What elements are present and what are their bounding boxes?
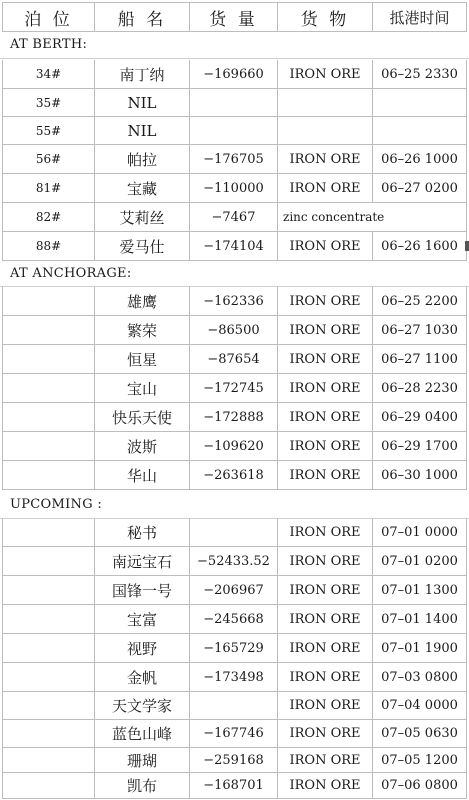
cell-ship: 恒星 xyxy=(95,345,190,374)
cell-eta: 07–04 0000 xyxy=(373,692,467,720)
cell-qty: −162336 xyxy=(190,287,278,316)
cell-qty: −206967 xyxy=(190,576,278,605)
cell-eta: 06–27 0200 xyxy=(373,174,467,203)
cell-eta: 06–29 1700 xyxy=(373,432,467,461)
cell-cargo: IRON ORE xyxy=(278,692,373,720)
cell-qty: −86500 xyxy=(190,316,278,345)
cell-berth xyxy=(2,748,95,773)
cell-ship: 繁荣 xyxy=(95,316,190,345)
table-row xyxy=(0,145,469,174)
cell-ship: 帕拉 xyxy=(95,145,190,174)
header-qty: 货 量 xyxy=(190,2,278,32)
cell-berth: 56# xyxy=(2,145,95,174)
cell-berth: 82# xyxy=(2,203,95,232)
cell-cargo: IRON ORE xyxy=(278,605,373,634)
cell-cargo: IRON ORE xyxy=(278,432,373,461)
header-eta: 抵港时间 xyxy=(373,2,467,32)
cell-berth xyxy=(2,374,95,403)
cell-berth xyxy=(2,663,95,692)
cell-ship: 珊瑚 xyxy=(95,748,190,773)
cell-ship: 爱马仕 xyxy=(95,232,190,261)
header-berth: 泊 位 xyxy=(2,2,95,32)
cell-ship: NIL xyxy=(95,89,190,117)
cell-ship: 雄鹰 xyxy=(95,287,190,316)
table-row xyxy=(0,117,469,145)
table-row xyxy=(0,748,469,773)
cell-ship: 凯布 xyxy=(95,773,190,799)
cell-ship: 宝山 xyxy=(95,374,190,403)
section-at-anchorage: AT ANCHORAGE: xyxy=(10,266,132,281)
cell-ship: 南丁纳 xyxy=(95,60,190,89)
cell-qty: −87654 xyxy=(190,345,278,374)
cell-cargo: IRON ORE xyxy=(278,461,373,490)
cell-berth: 34# xyxy=(2,60,95,89)
cell-qty xyxy=(190,117,278,145)
table-row xyxy=(0,174,469,203)
cell-ship: 视野 xyxy=(95,634,190,663)
section-upcoming: UPCOMING : xyxy=(10,497,103,512)
cell-ship: 南远宝石 xyxy=(95,547,190,576)
cell-cargo: IRON ORE xyxy=(278,287,373,316)
cell-qty: −245668 xyxy=(190,605,278,634)
cell-eta: 06–25 2200 xyxy=(373,287,467,316)
cell-qty: −172888 xyxy=(190,403,278,432)
cell-qty: −263618 xyxy=(190,461,278,490)
table-row xyxy=(0,403,469,432)
table-row xyxy=(0,605,469,634)
table-header xyxy=(0,2,469,32)
cell-eta: 06–28 2230 xyxy=(373,374,467,403)
table-row xyxy=(0,287,469,316)
cell-berth xyxy=(2,576,95,605)
table-row xyxy=(0,345,469,374)
cell-ship: 秘书 xyxy=(95,519,190,547)
table-row xyxy=(0,576,469,605)
cell-eta: 07–05 0630 xyxy=(373,720,467,748)
table-row xyxy=(0,547,469,576)
table-row xyxy=(0,232,469,261)
cell-berth xyxy=(2,403,95,432)
cell-cargo: IRON ORE xyxy=(278,547,373,576)
cell-berth xyxy=(2,287,95,316)
cell-ship: 蓝色山峰 xyxy=(95,720,190,748)
cell-ship: 天文学家 xyxy=(95,692,190,720)
cell-eta: 07–05 1200 xyxy=(373,748,467,773)
cell-eta xyxy=(373,203,467,232)
cell-qty: −167746 xyxy=(190,720,278,748)
cell-qty xyxy=(190,692,278,720)
cell-eta: 07–01 0000 xyxy=(373,519,467,547)
cell-eta: 06–30 1000 xyxy=(373,461,467,490)
cell-cargo: IRON ORE xyxy=(278,145,373,174)
cell-berth xyxy=(2,605,95,634)
table-row xyxy=(0,432,469,461)
cell-ship: 艾莉丝 xyxy=(95,203,190,232)
cell-berth xyxy=(2,773,95,799)
cell-berth xyxy=(2,720,95,748)
section-divider xyxy=(0,58,469,59)
table-row xyxy=(0,720,469,748)
cell-qty: −176705 xyxy=(190,145,278,174)
cell-cargo: IRON ORE xyxy=(278,748,373,773)
cell-berth xyxy=(2,692,95,720)
cell-berth: 55# xyxy=(2,117,95,145)
cell-qty: −109620 xyxy=(190,432,278,461)
cell-eta xyxy=(373,117,467,145)
cell-cargo: IRON ORE xyxy=(278,316,373,345)
cell-berth: 35# xyxy=(2,89,95,117)
cell-ship: 国锋一号 xyxy=(95,576,190,605)
cell-eta: 07–03 0800 xyxy=(373,663,467,692)
cell-qty: −259168 xyxy=(190,748,278,773)
table-row xyxy=(0,60,469,89)
cell-eta: 07–01 1900 xyxy=(373,634,467,663)
table-row xyxy=(0,692,469,720)
cell-eta: 07–06 0800 xyxy=(373,773,467,799)
cell-berth xyxy=(2,345,95,374)
cell-eta: 06–27 1030 xyxy=(373,316,467,345)
cell-ship: 宝藏 xyxy=(95,174,190,203)
header-cargo: 货 物 xyxy=(278,2,373,32)
cell-cargo: IRON ORE xyxy=(278,374,373,403)
cell-qty xyxy=(190,519,278,547)
cell-qty: −110000 xyxy=(190,174,278,203)
edge-mark xyxy=(465,241,469,251)
cell-eta: 06–26 1600 xyxy=(373,232,467,261)
cell-berth: 81# xyxy=(2,174,95,203)
cell-berth xyxy=(2,432,95,461)
table-row xyxy=(0,634,469,663)
cell-qty: −172745 xyxy=(190,374,278,403)
cell-eta xyxy=(373,89,467,117)
cell-berth: 88# xyxy=(2,232,95,261)
cell-eta: 06–25 2330 xyxy=(373,60,467,89)
cell-berth xyxy=(2,634,95,663)
table-row xyxy=(0,374,469,403)
cell-qty: −165729 xyxy=(190,634,278,663)
table-row xyxy=(0,519,469,547)
cell-berth xyxy=(2,316,95,345)
cell-cargo: IRON ORE xyxy=(278,345,373,374)
cell-qty: −52433.52 xyxy=(190,547,278,576)
cell-ship: 波斯 xyxy=(95,432,190,461)
cell-cargo: IRON ORE xyxy=(278,174,373,203)
cell-berth xyxy=(2,519,95,547)
table-row xyxy=(0,89,469,117)
cell-eta: 07–01 1300 xyxy=(373,576,467,605)
cell-cargo: IRON ORE xyxy=(278,403,373,432)
cell-ship: NIL xyxy=(95,117,190,145)
cell-ship: 金帆 xyxy=(95,663,190,692)
cell-eta: 06–26 1000 xyxy=(373,145,467,174)
cell-qty: −7467 xyxy=(190,203,278,232)
section-at-berth: AT BERTH: xyxy=(10,37,88,52)
cell-qty: −174104 xyxy=(190,232,278,261)
header-ship: 船 名 xyxy=(95,2,190,32)
cell-cargo: IRON ORE xyxy=(278,634,373,663)
cell-cargo: zinc concentrate xyxy=(278,203,373,232)
cell-qty: −168701 xyxy=(190,773,278,799)
table-row xyxy=(0,203,469,232)
cell-cargo xyxy=(278,89,373,117)
table-row xyxy=(0,663,469,692)
cell-berth xyxy=(2,547,95,576)
cell-eta: 06–29 0400 xyxy=(373,403,467,432)
table-row xyxy=(0,316,469,345)
cell-berth xyxy=(2,461,95,490)
cell-cargo: IRON ORE xyxy=(278,519,373,547)
cell-cargo: IRON ORE xyxy=(278,60,373,89)
cell-cargo: IRON ORE xyxy=(278,720,373,748)
cell-qty xyxy=(190,89,278,117)
table-row xyxy=(0,773,469,799)
cell-eta: 07–01 0200 xyxy=(373,547,467,576)
cell-qty: −169660 xyxy=(190,60,278,89)
cell-cargo: IRON ORE xyxy=(278,232,373,261)
cell-cargo: IRON ORE xyxy=(278,576,373,605)
cell-cargo: IRON ORE xyxy=(278,773,373,799)
cell-ship: 宝富 xyxy=(95,605,190,634)
cell-eta: 07–01 1400 xyxy=(373,605,467,634)
cell-eta: 06–27 1100 xyxy=(373,345,467,374)
cell-ship: 华山 xyxy=(95,461,190,490)
cell-cargo: IRON ORE xyxy=(278,663,373,692)
cell-cargo xyxy=(278,117,373,145)
cell-ship: 快乐天使 xyxy=(95,403,190,432)
table-row xyxy=(0,461,469,490)
cell-qty: −173498 xyxy=(190,663,278,692)
